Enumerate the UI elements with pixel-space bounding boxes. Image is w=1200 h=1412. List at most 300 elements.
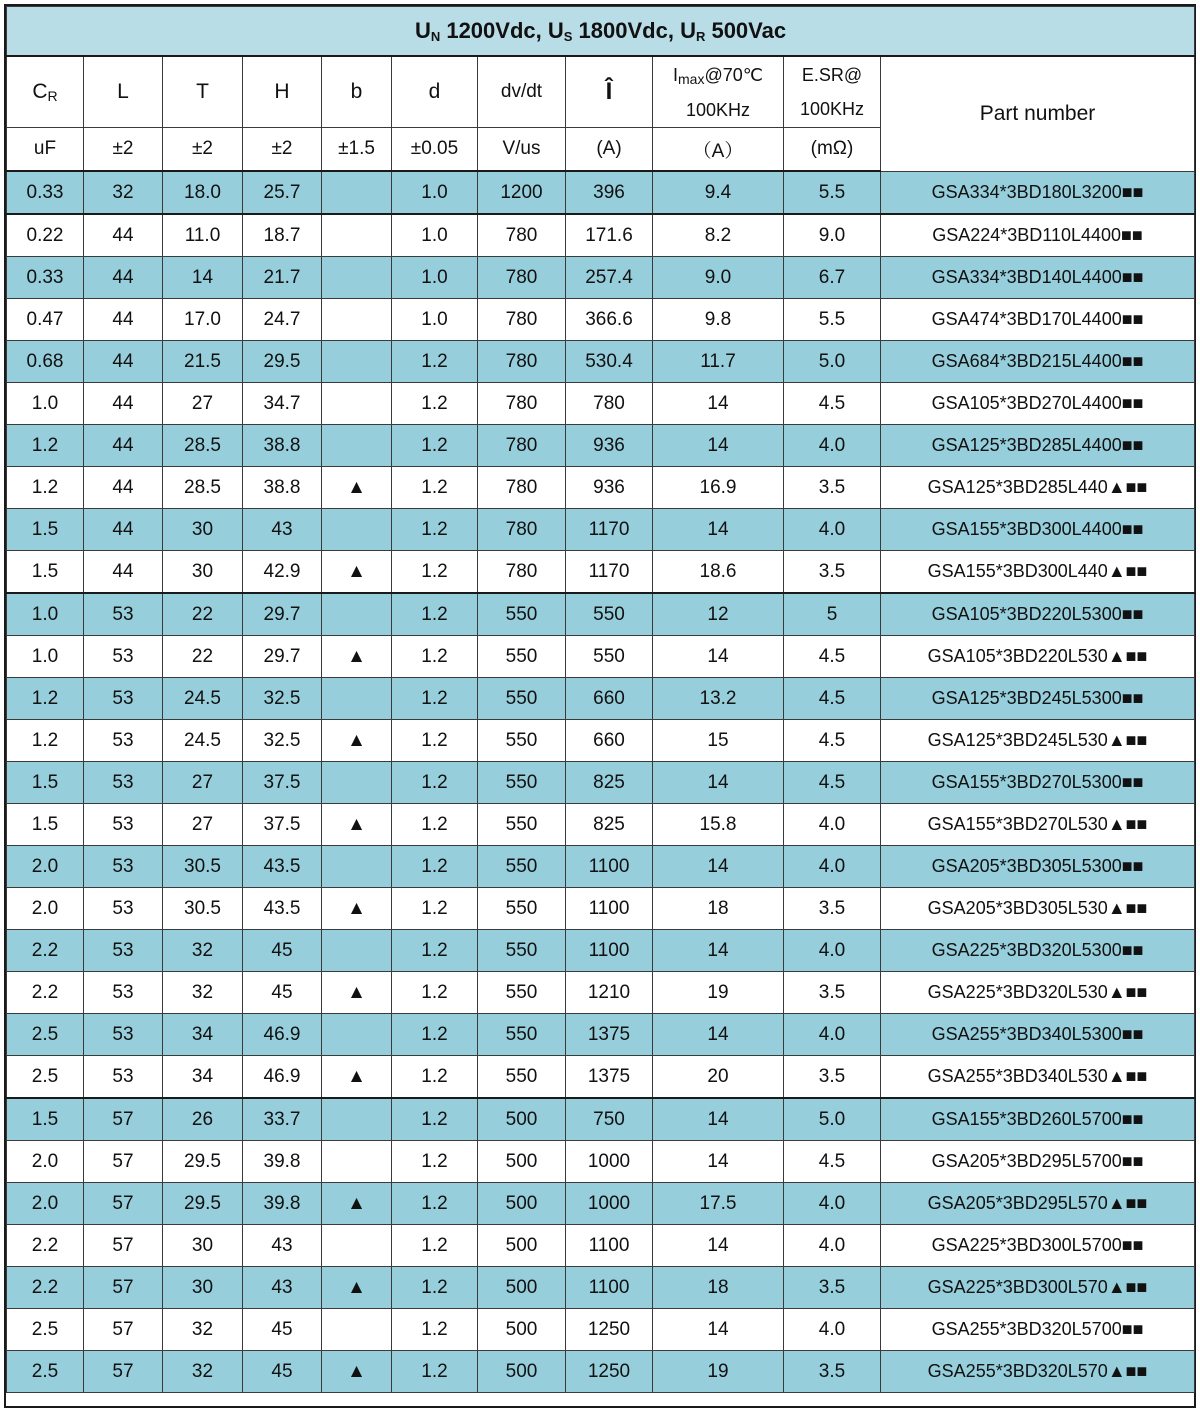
cell-l: 44 <box>84 509 163 551</box>
cell-capacitance: 1.5 <box>7 762 84 804</box>
cell-l: 53 <box>84 972 163 1014</box>
cell-esr: 3.5 <box>784 1267 881 1309</box>
col-header-capacitance: CR <box>7 56 84 128</box>
table-row <box>7 720 1195 762</box>
cell-capacitance: 2.5 <box>7 1014 84 1056</box>
cell-d: 1.0 <box>392 257 478 299</box>
cell-ipeak: 171.6 <box>566 214 653 257</box>
cell-part-number: GSA224*3BD110L4400■■ <box>881 214 1195 257</box>
col-header-ipeak: Î <box>566 56 653 128</box>
cell-l: 32 <box>84 171 163 214</box>
cell-dvdt: 780 <box>478 257 566 299</box>
cell-imax: 16.9 <box>653 467 784 509</box>
cell-d: 1.2 <box>392 888 478 930</box>
cell-b: ▲ <box>322 467 392 509</box>
cell-dvdt: 780 <box>478 551 566 594</box>
cell-dvdt: 780 <box>478 341 566 383</box>
table-row <box>7 593 1195 636</box>
cell-b: ▲ <box>322 636 392 678</box>
cell-part-number: GSA474*3BD170L4400■■ <box>881 299 1195 341</box>
cell-dvdt: 550 <box>478 1056 566 1099</box>
col-header-d: d <box>392 56 478 128</box>
cell-l: 53 <box>84 1014 163 1056</box>
cell-imax: 15 <box>653 720 784 762</box>
cell-h: 46.9 <box>243 1056 322 1099</box>
cell-ipeak: 660 <box>566 678 653 720</box>
cell-dvdt: 550 <box>478 930 566 972</box>
cell-dvdt: 550 <box>478 636 566 678</box>
cell-t: 34 <box>163 1014 243 1056</box>
cell-dvdt: 500 <box>478 1351 566 1393</box>
cell-part-number: GSA105*3BD220L530▲■■ <box>881 636 1195 678</box>
cell-part-number: GSA125*3BD245L530▲■■ <box>881 720 1195 762</box>
col-header-imax: Imax@70℃ 100KHz <box>653 56 784 128</box>
table-row <box>7 1351 1195 1393</box>
cell-d: 1.2 <box>392 1056 478 1099</box>
cell-d: 1.0 <box>392 171 478 214</box>
cell-b: ▲ <box>322 1056 392 1099</box>
cell-dvdt: 550 <box>478 888 566 930</box>
cell-imax: 11.7 <box>653 341 784 383</box>
cell-d: 1.2 <box>392 425 478 467</box>
cell-ipeak: 936 <box>566 425 653 467</box>
header-row <box>7 56 1195 128</box>
cell-esr: 5.5 <box>784 299 881 341</box>
cell-l: 53 <box>84 846 163 888</box>
col-header-h: H <box>243 56 322 128</box>
cell-t: 24.5 <box>163 678 243 720</box>
cell-imax: 18.6 <box>653 551 784 594</box>
cell-l: 44 <box>84 551 163 594</box>
cell-imax: 12 <box>653 593 784 636</box>
cell-h: 33.7 <box>243 1098 322 1141</box>
cell-esr: 4.0 <box>784 425 881 467</box>
cell-imax: 14 <box>653 383 784 425</box>
cell-b <box>322 593 392 636</box>
cell-l: 53 <box>84 720 163 762</box>
cell-imax: 14 <box>653 1098 784 1141</box>
cell-capacitance: 2.2 <box>7 1267 84 1309</box>
cell-t: 30.5 <box>163 888 243 930</box>
cell-part-number: GSA125*3BD285L440▲■■ <box>881 467 1195 509</box>
table-row <box>7 888 1195 930</box>
cell-ipeak: 1100 <box>566 930 653 972</box>
cell-l: 44 <box>84 383 163 425</box>
cell-ipeak: 1250 <box>566 1309 653 1351</box>
cell-capacitance: 2.0 <box>7 1141 84 1183</box>
cell-t: 22 <box>163 593 243 636</box>
cell-ipeak: 1100 <box>566 1267 653 1309</box>
cell-h: 45 <box>243 1309 322 1351</box>
cell-h: 29.7 <box>243 636 322 678</box>
cell-h: 34.7 <box>243 383 322 425</box>
cell-b <box>322 1309 392 1351</box>
cell-imax: 9.0 <box>653 257 784 299</box>
cell-b <box>322 1225 392 1267</box>
cell-t: 21.5 <box>163 341 243 383</box>
cell-part-number: GSA255*3BD340L530▲■■ <box>881 1056 1195 1099</box>
cell-imax: 18 <box>653 888 784 930</box>
cell-l: 57 <box>84 1309 163 1351</box>
cell-ipeak: 1170 <box>566 509 653 551</box>
cell-d: 1.2 <box>392 509 478 551</box>
cell-d: 1.2 <box>392 1183 478 1225</box>
unit-l: ±2 <box>84 128 163 172</box>
cell-h: 43.5 <box>243 888 322 930</box>
cell-l: 53 <box>84 930 163 972</box>
cell-esr: 4.0 <box>784 846 881 888</box>
cell-ipeak: 530.4 <box>566 341 653 383</box>
cell-t: 22 <box>163 636 243 678</box>
cell-h: 46.9 <box>243 1014 322 1056</box>
table-title-row <box>7 7 1195 57</box>
table-row <box>7 1183 1195 1225</box>
cell-imax: 14 <box>653 846 784 888</box>
cell-d: 1.2 <box>392 972 478 1014</box>
cell-capacitance: 0.33 <box>7 257 84 299</box>
cell-b <box>322 1141 392 1183</box>
capacitor-spec-table <box>6 6 1195 1393</box>
cell-capacitance: 1.2 <box>7 678 84 720</box>
cell-l: 57 <box>84 1225 163 1267</box>
cell-part-number: GSA225*3BD320L5300■■ <box>881 930 1195 972</box>
cell-h: 39.8 <box>243 1183 322 1225</box>
cell-d: 1.2 <box>392 1351 478 1393</box>
cell-d: 1.2 <box>392 678 478 720</box>
cell-imax: 13.2 <box>653 678 784 720</box>
cell-d: 1.2 <box>392 1225 478 1267</box>
cell-b: ▲ <box>322 888 392 930</box>
cell-h: 38.8 <box>243 425 322 467</box>
cell-capacitance: 2.2 <box>7 1225 84 1267</box>
cell-dvdt: 550 <box>478 762 566 804</box>
cell-d: 1.2 <box>392 1267 478 1309</box>
cell-ipeak: 750 <box>566 1098 653 1141</box>
cell-part-number: GSA155*3BD270L530▲■■ <box>881 804 1195 846</box>
cell-part-number: GSA334*3BD180L3200■■ <box>881 171 1195 214</box>
cell-t: 26 <box>163 1098 243 1141</box>
cell-esr: 6.7 <box>784 257 881 299</box>
cell-l: 57 <box>84 1183 163 1225</box>
cell-esr: 3.5 <box>784 888 881 930</box>
cell-b <box>322 214 392 257</box>
cell-esr: 4.0 <box>784 804 881 846</box>
cell-l: 44 <box>84 214 163 257</box>
cell-esr: 4.0 <box>784 1014 881 1056</box>
cell-capacitance: 2.5 <box>7 1056 84 1099</box>
cell-ipeak: 936 <box>566 467 653 509</box>
cell-l: 57 <box>84 1351 163 1393</box>
table-row <box>7 762 1195 804</box>
cell-b <box>322 1098 392 1141</box>
cell-b <box>322 257 392 299</box>
cell-h: 32.5 <box>243 720 322 762</box>
cell-t: 27 <box>163 762 243 804</box>
cell-ipeak: 1100 <box>566 1225 653 1267</box>
cell-t: 30.5 <box>163 846 243 888</box>
col-header-t: T <box>163 56 243 128</box>
cell-d: 1.2 <box>392 846 478 888</box>
table-row <box>7 467 1195 509</box>
cell-part-number: GSA125*3BD285L4400■■ <box>881 425 1195 467</box>
cell-d: 1.2 <box>392 551 478 594</box>
cell-h: 24.7 <box>243 299 322 341</box>
table-row <box>7 1141 1195 1183</box>
cell-t: 14 <box>163 257 243 299</box>
col-header-esr: E.SR@ 100KHz <box>784 56 881 128</box>
cell-ipeak: 1250 <box>566 1351 653 1393</box>
cell-h: 29.7 <box>243 593 322 636</box>
cell-capacitance: 1.5 <box>7 509 84 551</box>
cell-imax: 14 <box>653 1014 784 1056</box>
table-row <box>7 551 1195 594</box>
cell-t: 29.5 <box>163 1183 243 1225</box>
cell-capacitance: 1.5 <box>7 551 84 594</box>
cell-h: 37.5 <box>243 762 322 804</box>
table-row <box>7 1056 1195 1099</box>
cell-t: 32 <box>163 1351 243 1393</box>
cell-d: 1.2 <box>392 720 478 762</box>
cell-t: 29.5 <box>163 1141 243 1183</box>
cell-d: 1.0 <box>392 299 478 341</box>
cell-l: 44 <box>84 299 163 341</box>
table-row <box>7 1014 1195 1056</box>
cell-part-number: GSA225*3BD300L570▲■■ <box>881 1267 1195 1309</box>
cell-d: 1.2 <box>392 467 478 509</box>
cell-part-number: GSA155*3BD300L440▲■■ <box>881 551 1195 594</box>
unit-ipeak: (A) <box>566 128 653 172</box>
table-row <box>7 1098 1195 1141</box>
table-row <box>7 171 1195 214</box>
table-row <box>7 509 1195 551</box>
cell-h: 43 <box>243 509 322 551</box>
spec-sheet <box>4 4 1196 1408</box>
cell-t: 30 <box>163 551 243 594</box>
cell-esr: 4.0 <box>784 1183 881 1225</box>
col-header-l: L <box>84 56 163 128</box>
cell-ipeak: 550 <box>566 593 653 636</box>
cell-capacitance: 1.0 <box>7 636 84 678</box>
cell-dvdt: 500 <box>478 1267 566 1309</box>
cell-l: 53 <box>84 636 163 678</box>
cell-esr: 4.5 <box>784 720 881 762</box>
cell-part-number: GSA105*3BD270L4400■■ <box>881 383 1195 425</box>
cell-capacitance: 1.5 <box>7 804 84 846</box>
cell-dvdt: 780 <box>478 299 566 341</box>
cell-t: 24.5 <box>163 720 243 762</box>
cell-t: 11.0 <box>163 214 243 257</box>
cell-d: 1.2 <box>392 804 478 846</box>
cell-capacitance: 1.2 <box>7 720 84 762</box>
unit-b: ±1.5 <box>322 128 392 172</box>
cell-part-number: GSA205*3BD295L5700■■ <box>881 1141 1195 1183</box>
table-row <box>7 257 1195 299</box>
cell-ipeak: 396 <box>566 171 653 214</box>
cell-capacitance: 1.0 <box>7 383 84 425</box>
cell-capacitance: 2.5 <box>7 1351 84 1393</box>
cell-capacitance: 0.33 <box>7 171 84 214</box>
cell-d: 1.2 <box>392 1141 478 1183</box>
cell-b: ▲ <box>322 1183 392 1225</box>
cell-h: 42.9 <box>243 551 322 594</box>
cell-b: ▲ <box>322 551 392 594</box>
cell-esr: 4.0 <box>784 930 881 972</box>
cell-esr: 3.5 <box>784 972 881 1014</box>
cell-capacitance: 2.0 <box>7 1183 84 1225</box>
cell-d: 1.2 <box>392 930 478 972</box>
cell-imax: 9.4 <box>653 171 784 214</box>
cell-dvdt: 500 <box>478 1183 566 1225</box>
cell-l: 53 <box>84 804 163 846</box>
cell-capacitance: 0.68 <box>7 341 84 383</box>
cell-l: 44 <box>84 467 163 509</box>
cell-imax: 9.8 <box>653 299 784 341</box>
table-row <box>7 846 1195 888</box>
cell-capacitance: 2.0 <box>7 888 84 930</box>
cell-ipeak: 825 <box>566 762 653 804</box>
cell-dvdt: 780 <box>478 467 566 509</box>
cell-t: 30 <box>163 1225 243 1267</box>
cell-dvdt: 780 <box>478 509 566 551</box>
cell-l: 44 <box>84 341 163 383</box>
cell-dvdt: 550 <box>478 846 566 888</box>
unit-esr: (mΩ) <box>784 128 881 172</box>
cell-b <box>322 171 392 214</box>
table-row <box>7 214 1195 257</box>
cell-dvdt: 500 <box>478 1309 566 1351</box>
table-row <box>7 636 1195 678</box>
cell-ipeak: 1210 <box>566 972 653 1014</box>
cell-b <box>322 383 392 425</box>
cell-imax: 15.8 <box>653 804 784 846</box>
cell-d: 1.2 <box>392 383 478 425</box>
cell-dvdt: 500 <box>478 1225 566 1267</box>
cell-dvdt: 500 <box>478 1141 566 1183</box>
cell-b <box>322 846 392 888</box>
cell-ipeak: 1100 <box>566 888 653 930</box>
cell-esr: 5 <box>784 593 881 636</box>
cell-capacitance: 1.5 <box>7 1098 84 1141</box>
cell-esr: 4.5 <box>784 678 881 720</box>
cell-dvdt: 780 <box>478 383 566 425</box>
cell-part-number: GSA255*3BD340L5300■■ <box>881 1014 1195 1056</box>
cell-b <box>322 341 392 383</box>
cell-esr: 3.5 <box>784 1351 881 1393</box>
cell-l: 53 <box>84 678 163 720</box>
cell-t: 27 <box>163 804 243 846</box>
cell-esr: 4.0 <box>784 509 881 551</box>
table-row <box>7 341 1195 383</box>
cell-t: 32 <box>163 972 243 1014</box>
unit-imax: （A） <box>653 128 784 172</box>
cell-l: 53 <box>84 593 163 636</box>
cell-ipeak: 1375 <box>566 1056 653 1099</box>
cell-t: 18.0 <box>163 171 243 214</box>
cell-b: ▲ <box>322 1267 392 1309</box>
cell-part-number: GSA205*3BD305L530▲■■ <box>881 888 1195 930</box>
cell-h: 32.5 <box>243 678 322 720</box>
cell-dvdt: 550 <box>478 720 566 762</box>
cell-dvdt: 780 <box>478 214 566 257</box>
cell-capacitance: 1.0 <box>7 593 84 636</box>
cell-dvdt: 550 <box>478 593 566 636</box>
table-row <box>7 383 1195 425</box>
cell-d: 1.2 <box>392 593 478 636</box>
cell-capacitance: 0.47 <box>7 299 84 341</box>
cell-part-number: GSA205*3BD295L570▲■■ <box>881 1183 1195 1225</box>
cell-capacitance: 2.5 <box>7 1309 84 1351</box>
cell-imax: 14 <box>653 425 784 467</box>
cell-capacitance: 2.2 <box>7 930 84 972</box>
cell-b <box>322 930 392 972</box>
table-row <box>7 299 1195 341</box>
table-row <box>7 1309 1195 1351</box>
cell-dvdt: 780 <box>478 425 566 467</box>
cell-t: 28.5 <box>163 467 243 509</box>
cell-imax: 17.5 <box>653 1183 784 1225</box>
cell-t: 32 <box>163 930 243 972</box>
cell-t: 32 <box>163 1309 243 1351</box>
cell-b: ▲ <box>322 972 392 1014</box>
cell-l: 44 <box>84 425 163 467</box>
cell-dvdt: 550 <box>478 804 566 846</box>
unit-capacitance: uF <box>7 128 84 172</box>
table-row <box>7 1267 1195 1309</box>
cell-t: 28.5 <box>163 425 243 467</box>
cell-h: 45 <box>243 1351 322 1393</box>
cell-h: 43.5 <box>243 846 322 888</box>
cell-part-number: GSA225*3BD320L530▲■■ <box>881 972 1195 1014</box>
cell-ipeak: 366.6 <box>566 299 653 341</box>
cell-t: 30 <box>163 1267 243 1309</box>
cell-imax: 14 <box>653 509 784 551</box>
table-row <box>7 930 1195 972</box>
col-header-part-number: Part number <box>881 56 1195 171</box>
cell-esr: 4.5 <box>784 383 881 425</box>
cell-ipeak: 550 <box>566 636 653 678</box>
cell-l: 57 <box>84 1267 163 1309</box>
cell-esr: 4.5 <box>784 762 881 804</box>
cell-t: 34 <box>163 1056 243 1099</box>
cell-ipeak: 1375 <box>566 1014 653 1056</box>
cell-dvdt: 550 <box>478 1014 566 1056</box>
cell-b <box>322 299 392 341</box>
table-row <box>7 1225 1195 1267</box>
cell-capacitance: 0.22 <box>7 214 84 257</box>
cell-imax: 14 <box>653 1309 784 1351</box>
cell-esr: 4.0 <box>784 1309 881 1351</box>
cell-esr: 4.5 <box>784 636 881 678</box>
cell-imax: 14 <box>653 1225 784 1267</box>
cell-b <box>322 509 392 551</box>
cell-part-number: GSA125*3BD245L5300■■ <box>881 678 1195 720</box>
cell-l: 57 <box>84 1141 163 1183</box>
cell-imax: 14 <box>653 636 784 678</box>
cell-part-number: GSA255*3BD320L570▲■■ <box>881 1351 1195 1393</box>
table-body <box>7 171 1195 1393</box>
unit-d: ±0.05 <box>392 128 478 172</box>
cell-part-number: GSA155*3BD260L5700■■ <box>881 1098 1195 1141</box>
cell-ipeak: 780 <box>566 383 653 425</box>
unit-h: ±2 <box>243 128 322 172</box>
cell-b <box>322 678 392 720</box>
cell-part-number: GSA684*3BD215L4400■■ <box>881 341 1195 383</box>
cell-imax: 8.2 <box>653 214 784 257</box>
table-title: $U_N$ 1200Vdc, $U_S$ 1800Vdc, $U_R$ 500Vac <box>7 7 1195 57</box>
cell-b: ▲ <box>322 720 392 762</box>
cell-b: ▲ <box>322 1351 392 1393</box>
cell-h: 21.7 <box>243 257 322 299</box>
